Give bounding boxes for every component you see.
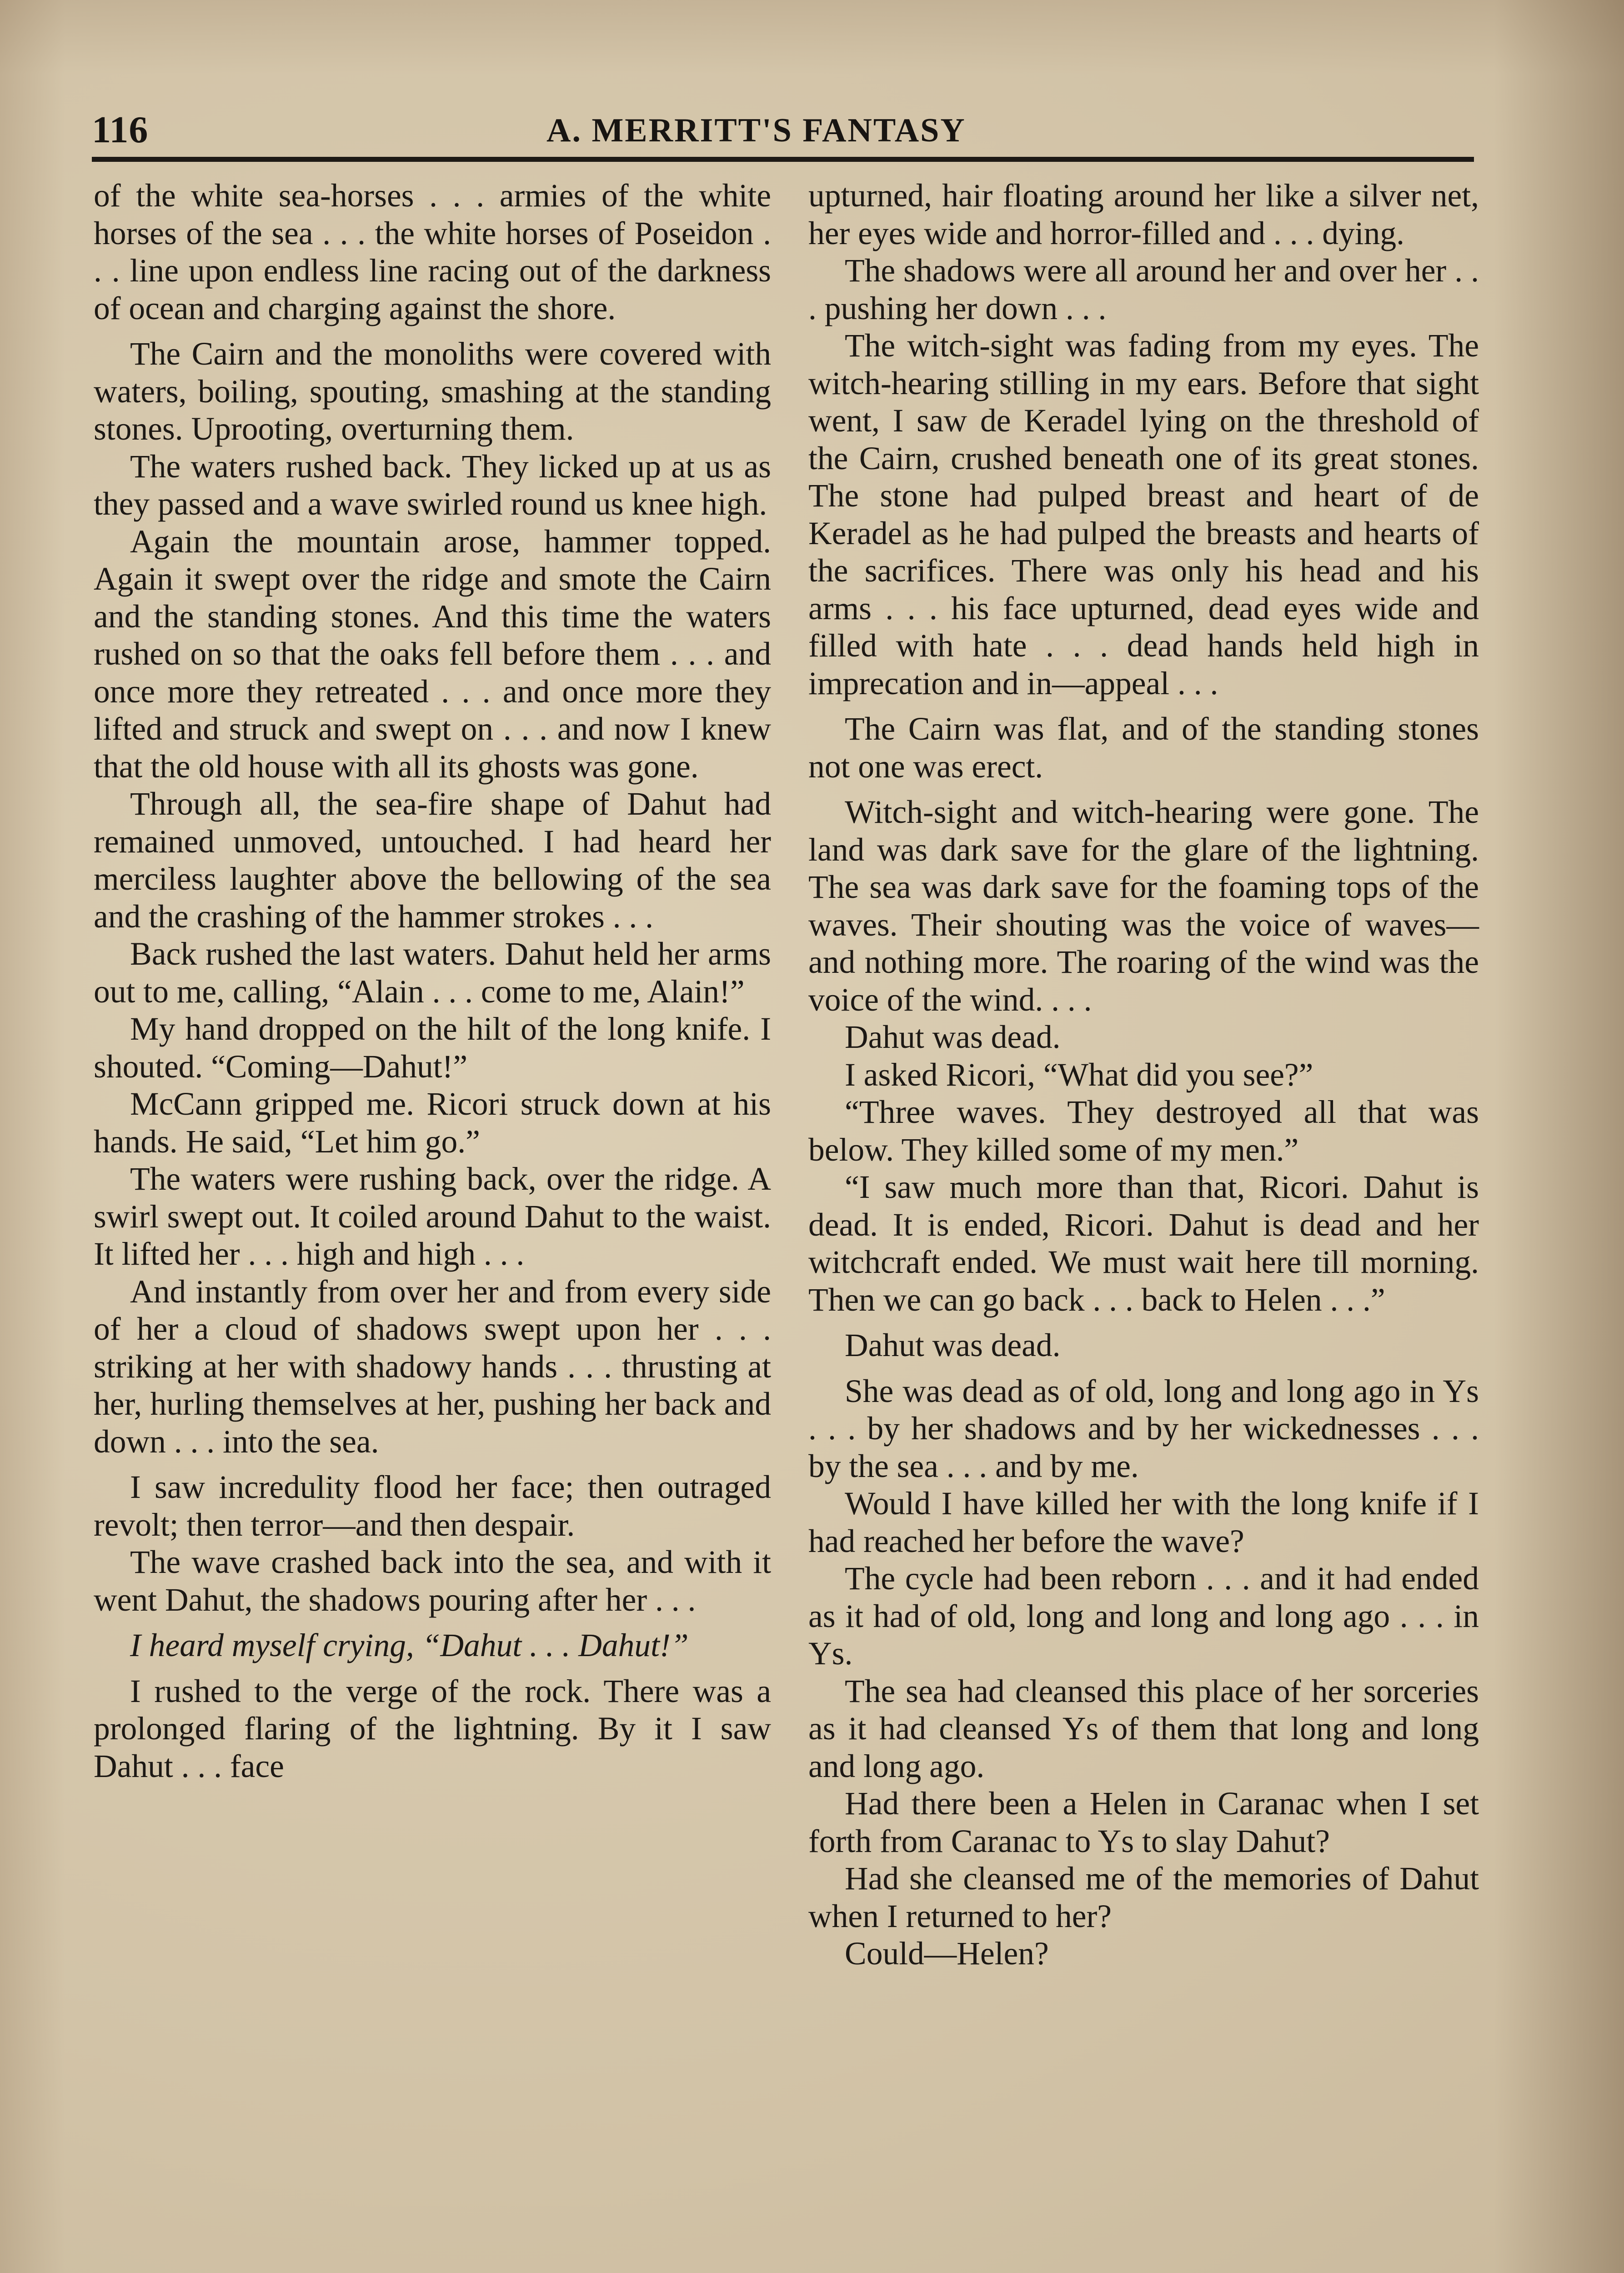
paragraph-r3: The witch-sight was fading from my eyes. The witch-hearing stilling in my ears. Before that sight went, I saw de Keradel lying on the threshold of the Cairn, crushed beneath one of its great stones. The stone had pulped breast and heart of de Keradel as he had pulped the breasts and hearts of the sacrifices. There was only his head and his arms . . . his face upturned, dead eyes wide and filled with hate . . . dead hands held high in imprecation and in—appeal . . . — [808, 328, 1479, 701]
page-header — [92, 102, 1469, 157]
paragraph-l6: Back rushed the last waters. Dahut held her arms out to me, calling, “Alain . . . come to me, Alain!” — [94, 936, 771, 1010]
paragraph-r8: “Three waves. They destroyed all that was below. They killed some of my men.” — [808, 1094, 1479, 1168]
paragraph-l14: I rushed to the verge of the rock. There was a prolonged flaring of the lightning. By it I saw Dahut . . . face — [94, 1673, 771, 1784]
paragraph-l5: Through all, the sea-fire shape of Dahut had remained unmoved, untouched. I had heard her merciless laughter above the bellowing of the sea and the crashing of the hammer strokes . . . — [94, 786, 771, 935]
paragraph-l11: I saw incredulity flood her face; then outraged revolt; then terror—and then despair. — [94, 1469, 771, 1543]
paragraph-r1: upturned, hair floating around her like a silver net, her eyes wide and horror-filled and . . . dying. — [808, 178, 1479, 251]
paragraph-r2: The shadows were all around her and over her . . . pushing her down . . . — [808, 253, 1479, 326]
paragraph-l7: My hand dropped on the hilt of the long knife. I shouted. “Coming—Dahut!” — [94, 1011, 771, 1085]
header-rule — [92, 157, 1474, 162]
paragraph-l4: Again the mountain arose, hammer topped. Again it swept over the ridge and smote the Cairn and the standing stones. And this time the waters rushed on so that the oaks fell before them . . . and once more they retreated . . . and once more they lifted and struck and swept on . . . and now I knew that the old house with all its ghosts was gone. — [94, 523, 771, 785]
left-column — [94, 177, 771, 1785]
paragraph-l3: The waters rushed back. They licked up at us as they passed and a wave swirled round us knee high. — [94, 448, 771, 522]
paragraph-r9: “I saw much more than that, Ricori. Dahut is dead. It is ended, Ricori. Dahut is dead and her witchcraft ended. We must wait here till morning. Then we can go back . . . back to Helen . . .” — [808, 1169, 1479, 1318]
page-number: 116 — [92, 109, 149, 151]
paragraph-l10: And instantly from over her and from every side of her a cloud of shadows swept upon her . . . striking at her with shadowy hands . . . thrusting at her, hurling themselves at her, pushing her back and down . . . into the sea. — [94, 1273, 771, 1460]
paragraph-r11: She was dead as of old, long and long ago in Ys . . . by her shadows and by her wickednesses . . . by the sea . . . and by me. — [808, 1373, 1479, 1484]
paragraph-r15: Had there been a Helen in Caranac when I set forth from Caranac to Ys to slay Dahut? — [808, 1786, 1479, 1859]
paragraph-r7: I asked Ricori, “What did you see?” — [845, 1056, 1313, 1093]
paragraph-r10: Dahut was dead. — [845, 1327, 1061, 1363]
paragraph-l8: McCann gripped me. Ricori struck down at his hands. He said, “Let him go.” — [94, 1086, 771, 1160]
paragraph-r16: Had she cleansed me of the memories of Dahut when I returned to her? — [808, 1861, 1479, 1934]
paragraph-l9: The waters were rushing back, over the ridge. A swirl swept out. It coiled around Dahut to the waist. It lifted her . . . high and high . . . — [94, 1161, 771, 1272]
paragraph-l1: of the white sea-horses . . . armies of the white horses of the sea . . . the white horses of Poseidon . . . line upon endless line racing out of the darkness of ocean and charging against the shore. — [94, 178, 771, 326]
paragraph-l13: I heard myself crying, “Dahut . . . Dahut!” — [130, 1627, 689, 1663]
paragraph-r17: Could—Helen? — [845, 1936, 1049, 1972]
running-title: A. MERRITT'S FANTASY — [546, 112, 966, 149]
paragraph-r5: Witch-sight and witch-hearing were gone. The land was dark save for the glare of the lightning. The sea was dark save for the foaming tops of the waves. Their shouting was the voice of waves—and nothing more. The roaring of the wind was the voice of the wind. . . . — [808, 794, 1479, 1018]
paragraph-r13: The cycle had been reborn . . . and it had ended as it had of old, long and long and long ago . . . in Ys. — [808, 1561, 1479, 1672]
paragraph-r4: The Cairn was flat, and of the standing stones not one was erect. — [808, 711, 1479, 785]
paragraph-r12: Would I have killed her with the long knife if I had reached her before the wave? — [808, 1486, 1479, 1559]
paragraph-l2: The Cairn and the monoliths were covered with waters, boiling, spouting, smashing at the standing stones. Uprooting, overturning them. — [94, 336, 771, 447]
paragraph-l12: The wave crashed back into the sea, and with it went Dahut, the shadows pouring after her . . . — [94, 1544, 771, 1618]
paragraph-r14: The sea had cleansed this place of her sorceries as it had cleansed Ys of them that long and long and long ago. — [808, 1673, 1479, 1784]
paragraph-r6: Dahut was dead. — [845, 1019, 1061, 1055]
right-column — [808, 177, 1479, 1973]
